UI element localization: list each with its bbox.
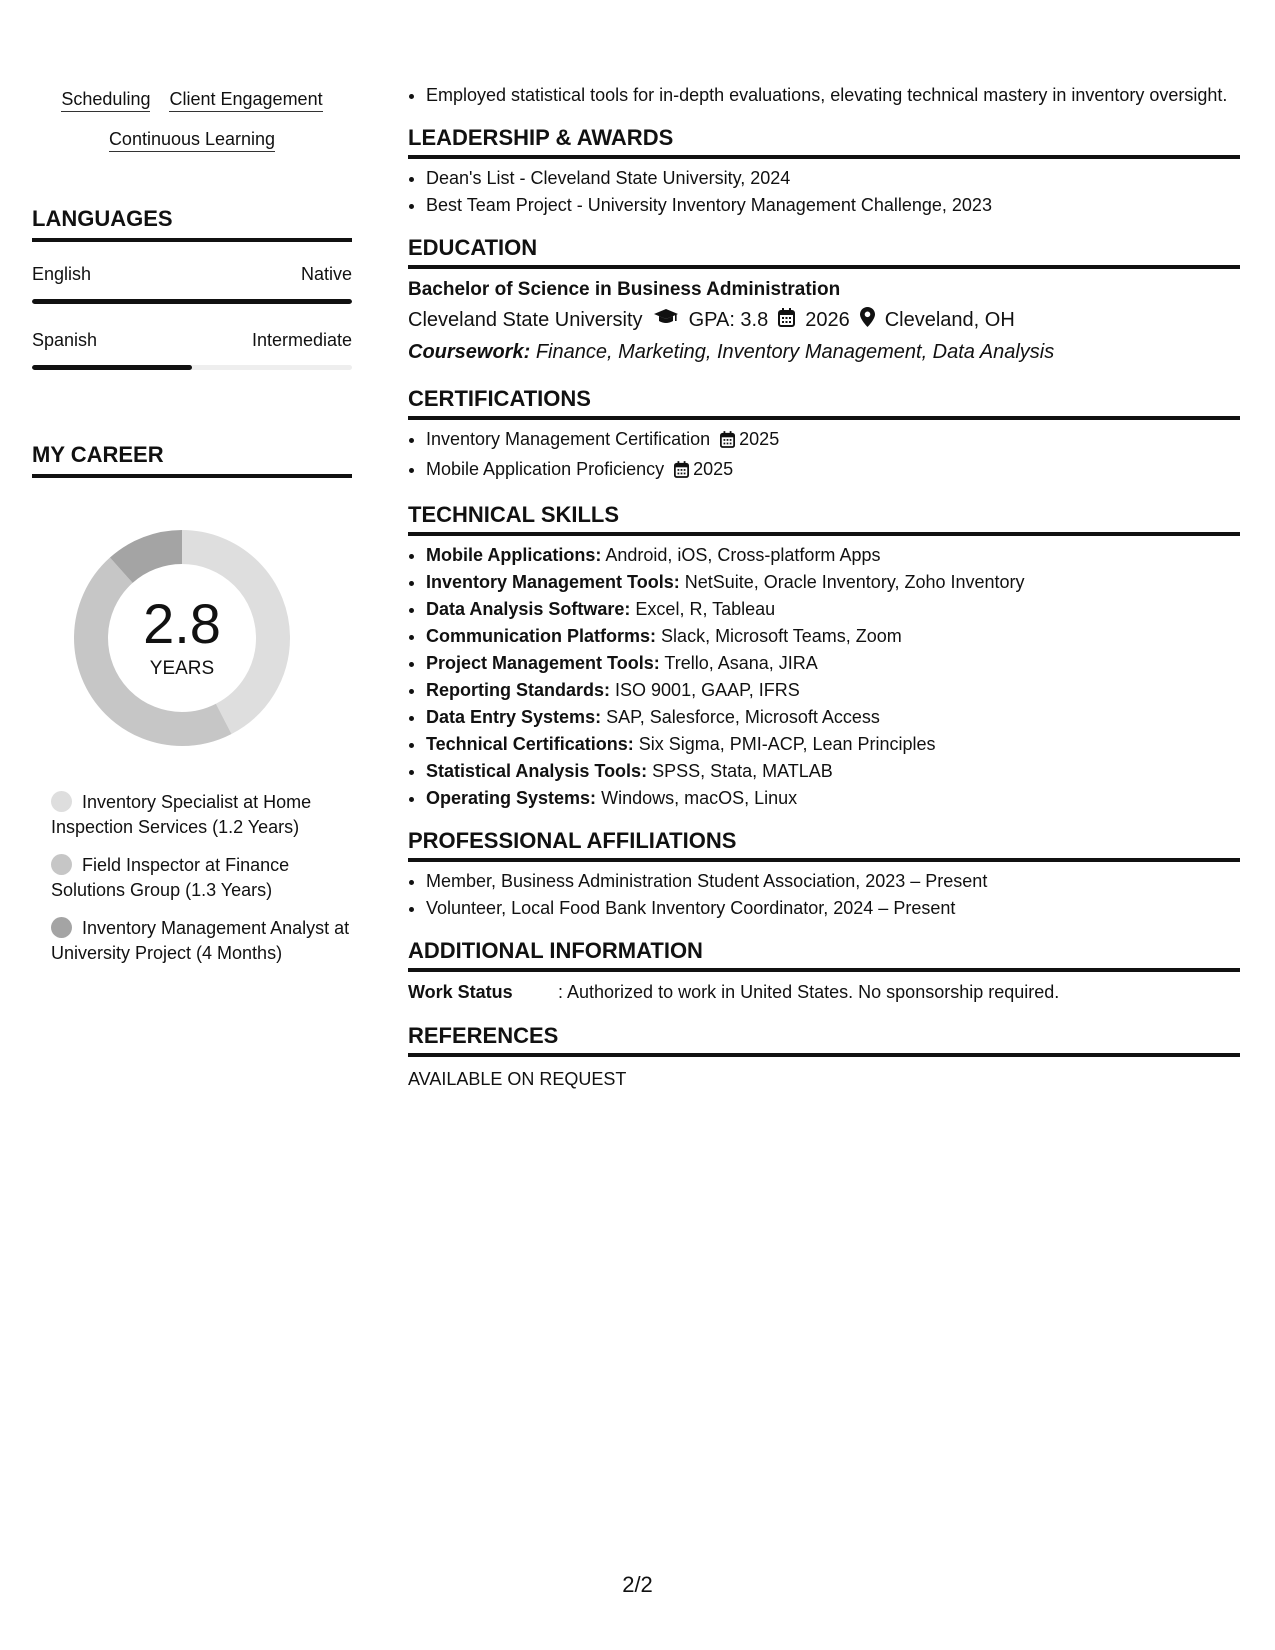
language-bar — [32, 365, 352, 370]
certification-name: Mobile Application Proficiency — [426, 459, 665, 479]
list-item: • Employed statistical tools for in-depth evaluations, elevating technical mastery in inventory oversight. — [426, 82, 1240, 109]
coursework — [408, 341, 1240, 364]
calendar-icon — [674, 459, 689, 486]
education-heading: EDUCATION — [408, 235, 1240, 269]
languages-section — [32, 206, 352, 370]
career-section — [32, 442, 352, 966]
certification-item — [426, 456, 1240, 486]
language-english — [32, 264, 352, 304]
languages-heading: LANGUAGES — [32, 206, 352, 242]
degree: Bachelor of Science in Business Administration — [408, 279, 841, 300]
skill-label: Mobile Applications: — [426, 545, 602, 565]
language-name: English — [32, 264, 92, 284]
career-heading: MY CAREER — [32, 442, 352, 478]
page-number: 2/2 — [622, 1572, 653, 1597]
affiliations-section — [408, 828, 1240, 922]
skill-item — [426, 623, 1240, 650]
work-status-value: : Authorized to work in United States. No sponsorship required. — [558, 982, 1060, 1002]
calendar-icon — [720, 429, 735, 456]
skill-value: NetSuite, Oracle Inventory, Zoho Inventory — [684, 572, 1025, 592]
school-name: Cleveland State University — [408, 308, 643, 331]
skill-label: Operating Systems: — [426, 788, 597, 808]
skill-item — [426, 650, 1240, 677]
certification-year: 2025 — [739, 429, 780, 449]
skill-value: SPSS, Stata, MATLAB — [652, 761, 833, 781]
additional-info-section — [408, 938, 1240, 1003]
skill-tags — [32, 82, 352, 162]
sidebar — [32, 82, 352, 979]
career-donut — [62, 518, 302, 758]
experience-bullets — [408, 82, 1240, 109]
skill-value: SAP, Salesforce, Microsoft Access — [606, 707, 880, 727]
leadership-section — [408, 125, 1240, 219]
skill-label: Statistical Analysis Tools: — [426, 761, 648, 781]
language-spanish — [32, 330, 352, 370]
language-bar-fill — [32, 365, 192, 370]
leadership-heading: LEADERSHIP & AWARDS — [408, 125, 1240, 159]
career-item — [51, 916, 352, 966]
career-total: 2.8 — [143, 592, 221, 655]
main-content — [408, 82, 1240, 1090]
skill-label: Communication Platforms: — [426, 626, 657, 646]
certifications-section — [408, 386, 1240, 486]
technical-skills-heading: TECHNICAL SKILLS — [408, 502, 1240, 536]
skill-item — [426, 569, 1240, 596]
skill-label: Project Management Tools: — [426, 653, 660, 673]
education-section — [408, 235, 1240, 364]
skill-label: Reporting Standards: — [426, 680, 611, 700]
career-unit: YEARS — [149, 658, 215, 679]
language-name: Spanish — [32, 330, 98, 350]
language-bar — [32, 299, 352, 304]
career-item — [51, 853, 352, 903]
skill-label: Data Entry Systems: — [426, 707, 602, 727]
references-heading: REFERENCES — [408, 1023, 1240, 1057]
skill-label: Technical Certifications: — [426, 734, 634, 754]
certifications-heading: CERTIFICATIONS — [408, 386, 1240, 420]
skill-item — [426, 758, 1240, 785]
graduation-year: 2026 — [805, 308, 850, 331]
certification-year: 2025 — [693, 459, 734, 479]
work-status-row — [408, 982, 1240, 1003]
additional-info-heading: ADDITIONAL INFORMATION — [408, 938, 1240, 972]
career-item-text: Inventory Specialist at Home Inspection Services (1.2 Years) — [51, 792, 312, 837]
list-item: • Dean's List - Cleveland State University, 2024 — [426, 165, 1240, 192]
graduation-cap-icon — [653, 308, 679, 332]
skill-value: Windows, macOS, Linux — [601, 788, 798, 808]
skill-value: Six Sigma, PMI-ACP, Lean Principles — [638, 734, 936, 754]
language-level: Native — [300, 264, 352, 284]
career-item-text: Inventory Management Analyst at University Project (4 Months) — [51, 918, 350, 963]
legend-dot — [51, 854, 72, 875]
skill-tag: Scheduling — [61, 90, 150, 112]
skill-label: Inventory Management Tools: — [426, 572, 680, 592]
skill-value: ISO 9001, GAAP, IFRS — [615, 680, 800, 700]
skill-item — [426, 731, 1240, 758]
affiliations-heading: PROFESSIONAL AFFILIATIONS — [408, 828, 1240, 862]
career-legend — [32, 790, 352, 966]
technical-skills-section — [408, 502, 1240, 812]
location-pin-icon — [860, 307, 875, 333]
calendar-icon — [778, 308, 795, 333]
education-details — [408, 307, 1240, 333]
skill-item — [426, 542, 1240, 569]
skill-label: Data Analysis Software: — [426, 599, 631, 619]
certification-item — [426, 426, 1240, 456]
list-item: • Best Team Project - University Inventory Management Challenge, 2023 — [426, 192, 1240, 219]
location: Cleveland, OH — [884, 308, 1015, 331]
work-status-label: Work Status — [408, 982, 513, 1002]
skill-item — [426, 704, 1240, 731]
skill-tag: Continuous Learning — [109, 130, 275, 152]
skill-item — [426, 677, 1240, 704]
gpa: GPA: 3.8 — [688, 308, 769, 331]
legend-dot — [51, 917, 72, 938]
coursework-list: Finance, Marketing, Inventory Management, Data Analysis — [535, 341, 1055, 363]
skill-tag: Client Engagement — [169, 90, 322, 112]
list-item: • Member, Business Administration Student Association, 2023 – Present — [426, 868, 1240, 895]
legend-dot — [51, 791, 72, 812]
references-section — [408, 1023, 1240, 1090]
career-item-text: Field Inspector at Finance Solutions Group (1.3 Years) — [51, 855, 290, 900]
career-item — [51, 790, 352, 840]
certification-name: Inventory Management Certification — [426, 429, 711, 449]
skill-value: Excel, R, Tableau — [635, 599, 776, 619]
coursework-label: Coursework: — [408, 341, 531, 363]
list-item: • Volunteer, Local Food Bank Inventory Coordinator, 2024 – Present — [426, 895, 1240, 922]
references-text: AVAILABLE ON REQUEST — [408, 1069, 627, 1089]
skill-value: Slack, Microsoft Teams, Zoom — [661, 626, 902, 646]
language-bar-fill — [32, 299, 352, 304]
skill-item — [426, 596, 1240, 623]
skill-value: Trello, Asana, JIRA — [664, 653, 818, 673]
language-level: Intermediate — [251, 330, 352, 350]
skill-value: Android, iOS, Cross-platform Apps — [605, 545, 881, 565]
skill-item — [426, 785, 1240, 812]
